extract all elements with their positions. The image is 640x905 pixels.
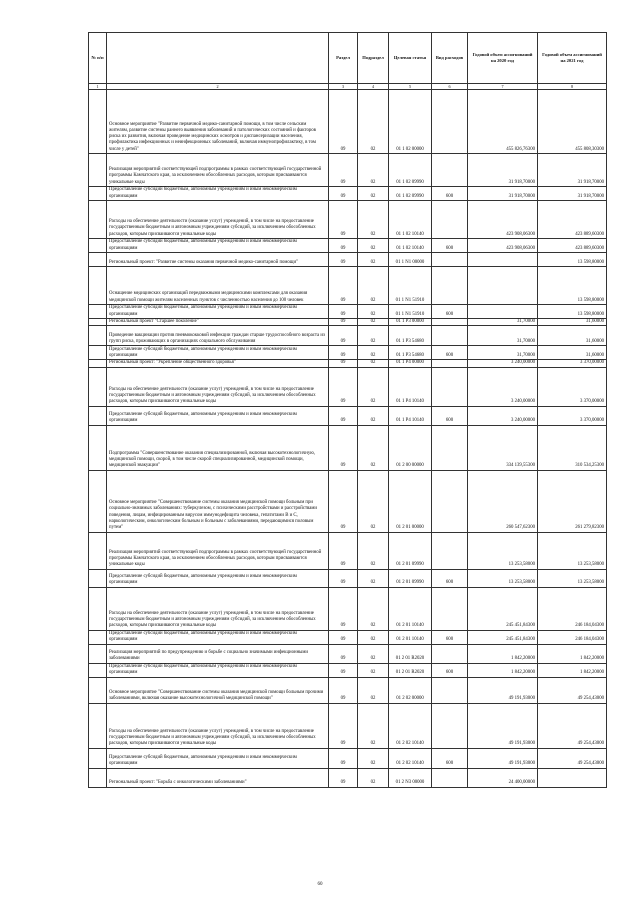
item-name-cell: Предоставление субсидий бюджетным, автономным учреждениям и иным некоммерческим организациям xyxy=(107,569,329,587)
item-name-cell: Расходы на обеспечение деятельности (оказание услуг) учреждений, в том числе на предоставление государственным бюджетным и автономным учреждениям субсидий, за исключением обособленных расходов, которым присваиваются уникальные коды xyxy=(107,587,329,630)
amount-2021-cell: 1 842,20000 xyxy=(538,663,607,677)
amount-2021-cell: 49 254,43000 xyxy=(538,677,607,703)
row-number-cell xyxy=(89,532,107,569)
row-number-cell xyxy=(89,703,107,748)
item-name-cell: Подпрограмма "Совершенствование оказания специализированной, включая высокотехнологичную, медицинской помощи, скорой, в том числе скорой специализированной, медицинской помощи, медицинской эвакуации" xyxy=(107,425,329,470)
podrazdel-cell: 02 xyxy=(358,90,389,154)
item-name-cell: Предоставление субсидий бюджетным, автономным учреждениям и иным некоммерческим организациям xyxy=(107,630,329,644)
amount-2020-cell: 3 240,00000 xyxy=(468,367,538,406)
target-article-cell: 01 2 02 10140 xyxy=(389,703,432,748)
header-vr: Вид расходов xyxy=(432,33,468,84)
table-row xyxy=(89,470,607,532)
razdel-cell: 09 xyxy=(329,470,358,532)
amount-2021-cell: 13 598,80000 xyxy=(538,267,607,305)
podrazdel-cell: 02 xyxy=(358,326,389,346)
expense-type-cell xyxy=(432,319,468,326)
table-row xyxy=(89,569,607,587)
row-number-cell xyxy=(89,346,107,360)
table-row xyxy=(89,748,607,768)
amount-2021-cell: 31 918,70000 xyxy=(538,187,607,201)
podrazdel-cell: 02 xyxy=(358,319,389,326)
row-number-cell xyxy=(89,154,107,187)
table-row xyxy=(89,663,607,677)
item-name-cell: Региональный проект: "Укрепление общественного здоровья" xyxy=(107,360,329,367)
razdel-cell: 09 xyxy=(329,319,358,326)
row-number-cell xyxy=(89,305,107,319)
amount-2020-cell: 245 451,84300 xyxy=(468,630,538,644)
amount-2020-cell: 1 842,20000 xyxy=(468,663,538,677)
header-podrazdel: Подраздел xyxy=(358,33,389,84)
target-article-cell: 01 1 N1 51910 xyxy=(389,267,432,305)
amount-2021-cell: 1 842,20000 xyxy=(538,644,607,663)
razdel-cell: 09 xyxy=(329,532,358,569)
row-number-cell xyxy=(89,768,107,787)
item-name-cell: Предоставление субсидий бюджетным, автономным учреждениям и иным некоммерческим организациям xyxy=(107,305,329,319)
razdel-cell: 09 xyxy=(329,187,358,201)
amount-2020-cell: 31,70000 xyxy=(468,319,538,326)
expense-type-cell: 600 xyxy=(432,663,468,677)
razdel-cell: 09 xyxy=(329,663,358,677)
row-number-cell xyxy=(89,644,107,663)
item-name-cell: Региональный проект "Старшее поколение" xyxy=(107,319,329,326)
column-number: 3 xyxy=(329,84,358,90)
table-row xyxy=(89,587,607,630)
table-row xyxy=(89,253,607,267)
razdel-cell: 09 xyxy=(329,346,358,360)
item-name-cell: Реализация мероприятий соответствующей подпрограммы в рамках соответствующей государственной программы Камчатского края, за исключением обособленных расходов, которым присваиваются уникальные коды xyxy=(107,154,329,187)
item-name-cell: Предоставление субсидий бюджетным, автономным учреждениям и иным некоммерческим организациям xyxy=(107,239,329,253)
item-name-cell: Реализация мероприятий соответствующей подпрограммы в рамках соответствующей государственной программы Камчатского края, за исключением обособленных расходов, которым присваиваются уникальные коды xyxy=(107,532,329,569)
podrazdel-cell: 02 xyxy=(358,201,389,239)
amount-2021-cell: 310 534,25300 xyxy=(538,425,607,470)
item-name-cell: Предоставление субсидий бюджетным, автономным учреждениям и иным некоммерческим организациям xyxy=(107,748,329,768)
item-name-cell: Расходы на обеспечение деятельности (оказание услуг) учреждений, в том числе на предоставление государственным бюджетным и автономным учреждениям субсидий, за исключением обособленных расходов, которым присваиваются уникальные коды xyxy=(107,703,329,748)
amount-2021-cell: 423 889,60300 xyxy=(538,239,607,253)
target-article-cell: 01 1 N1 00000 xyxy=(389,253,432,267)
podrazdel-cell: 02 xyxy=(358,569,389,587)
razdel-cell: 09 xyxy=(329,425,358,470)
column-number: 6 xyxy=(432,84,468,90)
expense-type-cell: 600 xyxy=(432,748,468,768)
amount-2021-cell: 3 370,00000 xyxy=(538,406,607,425)
column-number: 2 xyxy=(107,84,329,90)
item-name-cell: Реализация мероприятий по предупреждению и борьбе с социально значимыми инфекционными заболеваниями xyxy=(107,644,329,663)
amount-2021-cell: 31 918,70000 xyxy=(538,154,607,187)
amount-2020-cell: 3 240,00000 xyxy=(468,406,538,425)
target-article-cell: 01 1 P3 00000 xyxy=(389,319,432,326)
razdel-cell: 09 xyxy=(329,253,358,267)
expense-type-cell: 600 xyxy=(432,346,468,360)
podrazdel-cell: 02 xyxy=(358,644,389,663)
expense-type-cell xyxy=(432,768,468,787)
razdel-cell: 09 xyxy=(329,326,358,346)
target-article-cell: 01 1 02 10140 xyxy=(389,239,432,253)
amount-2021-cell: 423 889,60300 xyxy=(538,201,607,239)
row-number-cell xyxy=(89,253,107,267)
target-article-cell: 01 1 N1 51910 xyxy=(389,305,432,319)
table-row xyxy=(89,239,607,253)
amount-2020-cell: 455 826,76300 xyxy=(468,90,538,154)
amount-2021-cell: 13 253,58000 xyxy=(538,569,607,587)
podrazdel-cell: 02 xyxy=(358,587,389,630)
expense-type-cell xyxy=(432,425,468,470)
expense-type-cell: 600 xyxy=(432,406,468,425)
target-article-cell: 01 1 P4 10140 xyxy=(389,367,432,406)
expense-type-cell: 600 xyxy=(432,239,468,253)
target-article-cell: 01 2 01 00000 xyxy=(389,470,432,532)
item-name-cell: Региональный проект: "Развитие системы оказания первичной медико-санитарной помощи" xyxy=(107,253,329,267)
expense-type-cell: 600 xyxy=(432,630,468,644)
table-row xyxy=(89,90,607,154)
row-number-cell xyxy=(89,326,107,346)
table-row xyxy=(89,267,607,305)
row-number-cell xyxy=(89,239,107,253)
table-row xyxy=(89,425,607,470)
row-number-cell xyxy=(89,267,107,305)
amount-2021-cell: 455 808,30300 xyxy=(538,90,607,154)
item-name-cell: Основное мероприятие "Совершенствование системы оказания медицинской помощи больным прочими заболеваниями, включая оказание высокотехнологичной медицинской помощи" xyxy=(107,677,329,703)
column-number: 8 xyxy=(538,84,607,90)
target-article-cell: 01 1 02 10140 xyxy=(389,201,432,239)
row-number-cell xyxy=(89,677,107,703)
razdel-cell: 09 xyxy=(329,644,358,663)
item-name-cell: Региональный проект: "Борьба с онкологическими заболеваниями" xyxy=(107,768,329,787)
item-name-cell: Расходы на обеспечение деятельности (оказание услуг) учреждений, в том числе на предоставление государственным бюджетным и автономным учреждениям субсидий, за исключением обособленных расходов, которым присваиваются уникальные коды xyxy=(107,367,329,406)
amount-2020-cell: 13 253,58000 xyxy=(468,569,538,587)
target-article-cell: 01 2 01 09990 xyxy=(389,569,432,587)
razdel-cell: 09 xyxy=(329,201,358,239)
item-name-cell: Основное мероприятие "Развитие первичной медико-санитарной помощи, в том числе сельским жителям, развитие системы раннего выявления заболеваний и патологических состояний и факторов риска их развития, включая проведение медицинских осмотров и диспансеризации населения, профилактика инфекционных и неинфекционных заболеваний, включая иммунопрофилактику, в том числе у детей" xyxy=(107,90,329,154)
podrazdel-cell: 02 xyxy=(358,305,389,319)
target-article-cell: 01 1 P4 00000 xyxy=(389,360,432,367)
table-row xyxy=(89,367,607,406)
amount-2021-cell: 31,60000 xyxy=(538,319,607,326)
amount-2021-cell: 49 254,43000 xyxy=(538,748,607,768)
expense-type-cell xyxy=(432,532,468,569)
target-article-cell: 01 2 01 R2020 xyxy=(389,644,432,663)
amount-2020-cell xyxy=(468,267,538,305)
target-article-cell: 01 2 01 R2020 xyxy=(389,663,432,677)
budget-table-sheet xyxy=(88,32,606,788)
expense-type-cell xyxy=(432,470,468,532)
podrazdel-cell: 02 xyxy=(358,346,389,360)
expense-type-cell xyxy=(432,644,468,663)
item-name-cell: Предоставление субсидий бюджетным, автономным учреждениям и иным некоммерческим организациям xyxy=(107,187,329,201)
amount-2021-cell: 13 598,80000 xyxy=(538,253,607,267)
expense-type-cell xyxy=(432,367,468,406)
amount-2021-cell: 13 253,58000 xyxy=(538,532,607,569)
table-row xyxy=(89,644,607,663)
podrazdel-cell: 02 xyxy=(358,253,389,267)
razdel-cell: 09 xyxy=(329,569,358,587)
expense-type-cell xyxy=(432,154,468,187)
amount-2021-cell: 13 598,80000 xyxy=(538,305,607,319)
amount-2021-cell: 246 184,04300 xyxy=(538,587,607,630)
amount-2020-cell: 13 253,58000 xyxy=(468,532,538,569)
podrazdel-cell: 02 xyxy=(358,677,389,703)
column-number: 7 xyxy=(468,84,538,90)
table-row xyxy=(89,677,607,703)
header-name xyxy=(107,33,329,84)
podrazdel-cell: 02 xyxy=(358,239,389,253)
table-row xyxy=(89,630,607,644)
podrazdel-cell: 02 xyxy=(358,360,389,367)
row-number-cell xyxy=(89,319,107,326)
table-row xyxy=(89,532,607,569)
row-number-cell xyxy=(89,367,107,406)
amount-2020-cell xyxy=(468,253,538,267)
target-article-cell: 01 2 01 09990 xyxy=(389,532,432,569)
header-num: № п/п xyxy=(89,33,107,84)
podrazdel-cell: 02 xyxy=(358,630,389,644)
amount-2020-cell: 31 918,70000 xyxy=(468,154,538,187)
podrazdel-cell: 02 xyxy=(358,367,389,406)
amount-2021-cell: 31,60000 xyxy=(538,346,607,360)
target-article-cell: 01 2 N3 00000 xyxy=(389,768,432,787)
item-name-cell: Предоставление субсидий бюджетным, автономным учреждениям и иным некоммерческим организациям xyxy=(107,663,329,677)
header-razdel: Раздел xyxy=(329,33,358,84)
header-2020: Годовой объем ассигнований на 2020 год xyxy=(468,33,538,84)
podrazdel-cell: 02 xyxy=(358,406,389,425)
expense-type-cell xyxy=(432,677,468,703)
row-number-cell xyxy=(89,470,107,532)
column-number: 1 xyxy=(89,84,107,90)
razdel-cell: 09 xyxy=(329,768,358,787)
page-number: 60 xyxy=(317,882,323,887)
target-article-cell: 01 1 02 00000 xyxy=(389,90,432,154)
expense-type-cell xyxy=(432,326,468,346)
expense-type-cell: 600 xyxy=(432,569,468,587)
target-article-cell: 01 2 01 10140 xyxy=(389,587,432,630)
budget-allocation-table xyxy=(88,32,607,788)
razdel-cell: 09 xyxy=(329,267,358,305)
expense-type-cell: 600 xyxy=(432,187,468,201)
row-number-cell xyxy=(89,406,107,425)
razdel-cell: 09 xyxy=(329,630,358,644)
table-body xyxy=(89,90,607,788)
amount-2020-cell: 423 908,06300 xyxy=(468,239,538,253)
podrazdel-cell: 02 xyxy=(358,663,389,677)
table-row xyxy=(89,187,607,201)
amount-2020-cell: 49 191,93000 xyxy=(468,748,538,768)
item-name-cell: Предоставление субсидий бюджетным, автономным учреждениям и иным некоммерческим организациям xyxy=(107,406,329,425)
razdel-cell: 09 xyxy=(329,703,358,748)
target-article-cell: 01 2 00 00000 xyxy=(389,425,432,470)
amount-2021-cell: 31,60000 xyxy=(538,326,607,346)
table-row xyxy=(89,406,607,425)
table-row xyxy=(89,346,607,360)
podrazdel-cell: 02 xyxy=(358,768,389,787)
item-name-cell: Расходы на обеспечение деятельности (оказание услуг) учреждений, в том числе на предоставление государственным бюджетным и автономным учреждениям субсидий, за исключением обособленных расходов, которым присваиваются уникальные коды xyxy=(107,201,329,239)
razdel-cell: 09 xyxy=(329,154,358,187)
row-number-cell xyxy=(89,630,107,644)
table-row xyxy=(89,305,607,319)
header-csr: Целевая статья xyxy=(389,33,432,84)
podrazdel-cell: 02 xyxy=(358,532,389,569)
header-2021: Годовой объем ассигнований на 2021 год xyxy=(538,33,607,84)
amount-2021-cell xyxy=(538,768,607,787)
row-number-cell xyxy=(89,425,107,470)
amount-2020-cell: 49 191,93000 xyxy=(468,703,538,748)
header-row xyxy=(89,33,607,84)
podrazdel-cell: 02 xyxy=(358,703,389,748)
razdel-cell: 09 xyxy=(329,90,358,154)
podrazdel-cell: 02 xyxy=(358,425,389,470)
row-number-cell xyxy=(89,201,107,239)
amount-2020-cell: 334 139,55300 xyxy=(468,425,538,470)
item-name-cell: Оснащение медицинских организаций передвижными медицинскими комплексами для оказания медицинской помощи жителям населенных пунктов с численностью населения до 100 человек xyxy=(107,267,329,305)
table-row xyxy=(89,154,607,187)
razdel-cell: 09 xyxy=(329,587,358,630)
row-number-cell xyxy=(89,587,107,630)
expense-type-cell xyxy=(432,201,468,239)
table-row xyxy=(89,201,607,239)
column-number: 4 xyxy=(358,84,389,90)
amount-2020-cell: 49 191,93000 xyxy=(468,677,538,703)
target-article-cell: 01 1 P4 10140 xyxy=(389,406,432,425)
amount-2020-cell xyxy=(468,305,538,319)
item-name-cell: Проведение вакцинации против пневмококковой инфекции граждан старше трудоспособного возраста из групп риска, проживающих в организациях социального обслуживания xyxy=(107,326,329,346)
amount-2021-cell: 3 370,00000 xyxy=(538,367,607,406)
row-number-cell xyxy=(89,90,107,154)
razdel-cell: 09 xyxy=(329,360,358,367)
podrazdel-cell: 02 xyxy=(358,748,389,768)
amount-2020-cell: 423 908,06300 xyxy=(468,201,538,239)
row-number-cell xyxy=(89,187,107,201)
table-row xyxy=(89,319,607,326)
podrazdel-cell: 02 xyxy=(358,187,389,201)
row-number-cell xyxy=(89,663,107,677)
amount-2020-cell: 31,70000 xyxy=(468,326,538,346)
amount-2020-cell: 24 400,00000 xyxy=(468,768,538,787)
amount-2021-cell: 3 370,00000 xyxy=(538,360,607,367)
amount-2020-cell: 245 451,84300 xyxy=(468,587,538,630)
razdel-cell: 09 xyxy=(329,367,358,406)
podrazdel-cell: 02 xyxy=(358,154,389,187)
row-number-cell xyxy=(89,569,107,587)
row-number-cell xyxy=(89,748,107,768)
table-row xyxy=(89,360,607,367)
amount-2020-cell: 260 547,62300 xyxy=(468,470,538,532)
item-name-cell: Основное мероприятие "Совершенствование системы оказания медицинской помощи больным при социально-значимых заболеваниях: туберкулезом, с психическими расстройствами и расстройствами поведения, лицам, инфицированным вирусом иммунодефицита человека, гепатитами B и C, наркологическим, онкологическим больным и больным с заболеваниями, передающимися половым путем" xyxy=(107,470,329,532)
expense-type-cell xyxy=(432,587,468,630)
target-article-cell: 01 2 01 10140 xyxy=(389,630,432,644)
amount-2020-cell: 1 842,20000 xyxy=(468,644,538,663)
table-row xyxy=(89,768,607,787)
table-row xyxy=(89,326,607,346)
item-name-cell: Предоставление субсидий бюджетным, автономным учреждениям и иным некоммерческим организациям xyxy=(107,346,329,360)
razdel-cell: 09 xyxy=(329,239,358,253)
razdel-cell: 09 xyxy=(329,406,358,425)
target-article-cell: 01 1 P3 54680 xyxy=(389,326,432,346)
target-article-cell: 01 1 02 09990 xyxy=(389,187,432,201)
amount-2020-cell: 31 918,70000 xyxy=(468,187,538,201)
row-number-cell xyxy=(89,360,107,367)
amount-2021-cell: 261 279,82300 xyxy=(538,470,607,532)
amount-2021-cell: 49 254,43000 xyxy=(538,703,607,748)
amount-2021-cell: 246 184,04300 xyxy=(538,630,607,644)
target-article-cell: 01 1 02 09990 xyxy=(389,154,432,187)
target-article-cell: 01 2 02 10140 xyxy=(389,748,432,768)
amount-2020-cell: 31,70000 xyxy=(468,346,538,360)
podrazdel-cell: 02 xyxy=(358,267,389,305)
expense-type-cell xyxy=(432,360,468,367)
table-row xyxy=(89,703,607,748)
expense-type-cell: 600 xyxy=(432,305,468,319)
expense-type-cell xyxy=(432,90,468,154)
target-article-cell: 01 1 P3 54680 xyxy=(389,346,432,360)
razdel-cell: 09 xyxy=(329,748,358,768)
expense-type-cell xyxy=(432,703,468,748)
razdel-cell: 09 xyxy=(329,305,358,319)
amount-2020-cell: 3 240,00000 xyxy=(468,360,538,367)
razdel-cell: 09 xyxy=(329,677,358,703)
expense-type-cell xyxy=(432,253,468,267)
column-number: 5 xyxy=(389,84,432,90)
target-article-cell: 01 2 02 00000 xyxy=(389,677,432,703)
expense-type-cell xyxy=(432,267,468,305)
podrazdel-cell: 02 xyxy=(358,470,389,532)
